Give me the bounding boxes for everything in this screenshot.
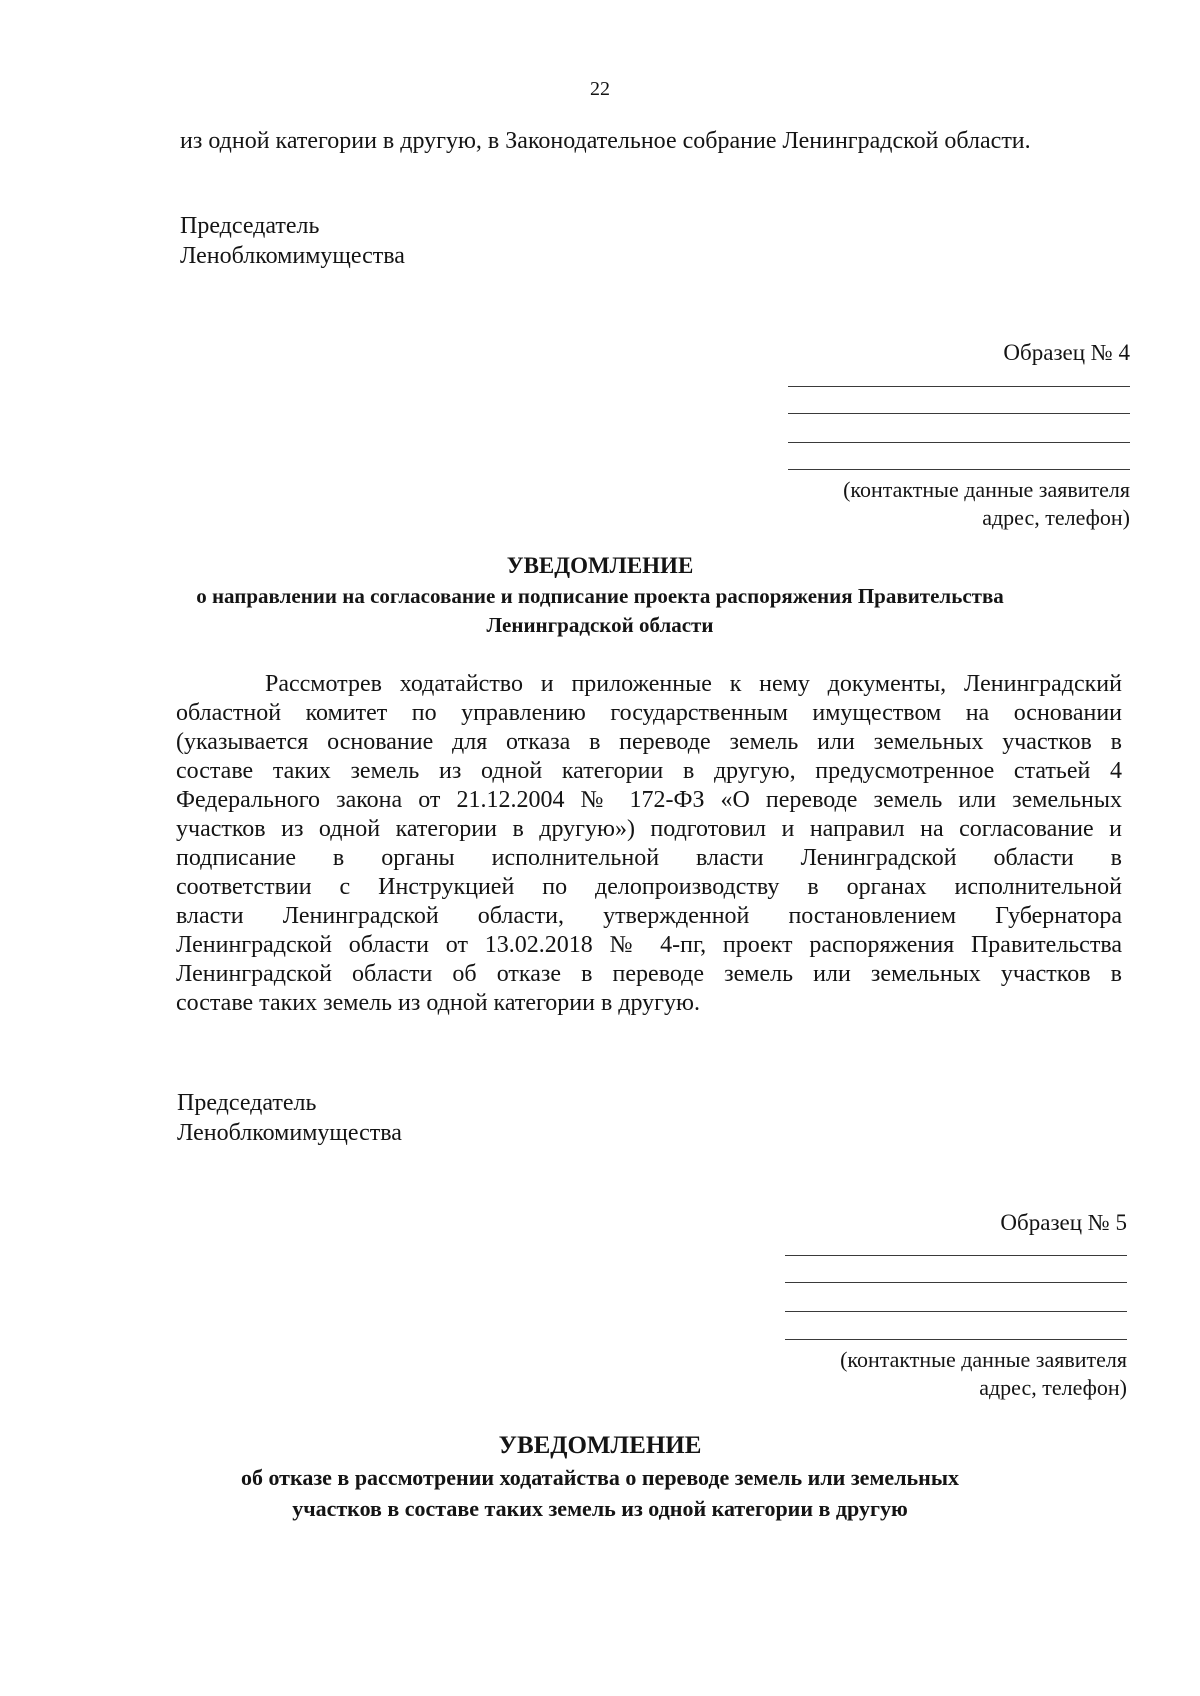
body-paragraph-line: участков из одной категории в другую») подготовил и направил на согласование и <box>176 816 1122 842</box>
contact-field-line <box>788 469 1130 470</box>
body-paragraph-line: соответствии с Инструкцией по делопроизводству в органах исполнительной <box>176 874 1122 900</box>
contact-field-line <box>785 1311 1127 1312</box>
contact-field-line <box>785 1282 1127 1283</box>
sample-label: Образец № 4 <box>1003 340 1130 365</box>
contact-field-line <box>788 413 1130 414</box>
body-paragraph-line: власти Ленинградской области, утвержденной постановлением Губернатора <box>176 903 1122 929</box>
notice-subheading: участков в составе таких земель из одной категории в другую <box>292 1496 908 1521</box>
notice-subheading: о направлении на согласование и подписание проекта распоряжения Правительства <box>196 584 1004 608</box>
body-paragraph-line: Рассмотрев ходатайство и приложенные к нему документы, Ленинградский <box>265 671 1122 697</box>
contact-field-line <box>785 1255 1127 1256</box>
page-number: 22 <box>590 78 610 100</box>
notice-subheading: об отказе в рассмотрении ходатайства о переводе земель или земельных <box>240 1465 960 1490</box>
body-paragraph-line: областной комитет по управлению государственным имуществом на основании <box>176 700 1122 726</box>
body-paragraph-line: Федерального закона от 21.12.2004 № 172-ФЗ «О переводе земель или земельных <box>176 787 1122 813</box>
contact-field-line <box>785 1339 1127 1340</box>
contact-caption: адрес, телефон) <box>982 505 1130 530</box>
body-paragraph-line: составе таких земель из одной категории в другую, предусмотренное статьей 4 <box>176 758 1122 784</box>
body-paragraph-line: (указывается основание для отказа в переводе земель или земельных участков в <box>176 729 1122 755</box>
contact-caption: (контактные данные заявителя <box>843 477 1130 502</box>
notice-heading: УВЕДОМЛЕНИЕ <box>506 553 694 578</box>
contact-field-line <box>788 386 1130 387</box>
contact-caption: (контактные данные заявителя <box>840 1347 1127 1372</box>
body-paragraph-line: составе таких земель из одной категории в другую. <box>176 990 700 1016</box>
signature-title: Председатель <box>180 213 320 239</box>
signature-org: Леноблкомимущества <box>177 1120 402 1146</box>
sample-label: Образец № 5 <box>1000 1210 1127 1235</box>
signature-org: Леноблкомимущества <box>180 243 405 269</box>
contact-caption: адрес, телефон) <box>979 1375 1127 1400</box>
signature-title: Председатель <box>177 1090 317 1116</box>
body-paragraph-line: Ленинградской области об отказе в переводе земель или земельных участков в <box>176 961 1122 987</box>
body-paragraph-line: Ленинградской области от 13.02.2018 № 4-пг, проект распоряжения Правительства <box>176 932 1122 958</box>
intro-line: из одной категории в другую, в Законодательное собрание Ленинградской области. <box>180 128 1031 154</box>
body-paragraph-line: подписание в органы исполнительной власти Ленинградской области в <box>176 845 1122 871</box>
contact-field-line <box>788 442 1130 443</box>
notice-subheading: Ленинградской области <box>486 613 714 637</box>
notice-heading: УВЕДОМЛЕНИЕ <box>498 1432 702 1459</box>
